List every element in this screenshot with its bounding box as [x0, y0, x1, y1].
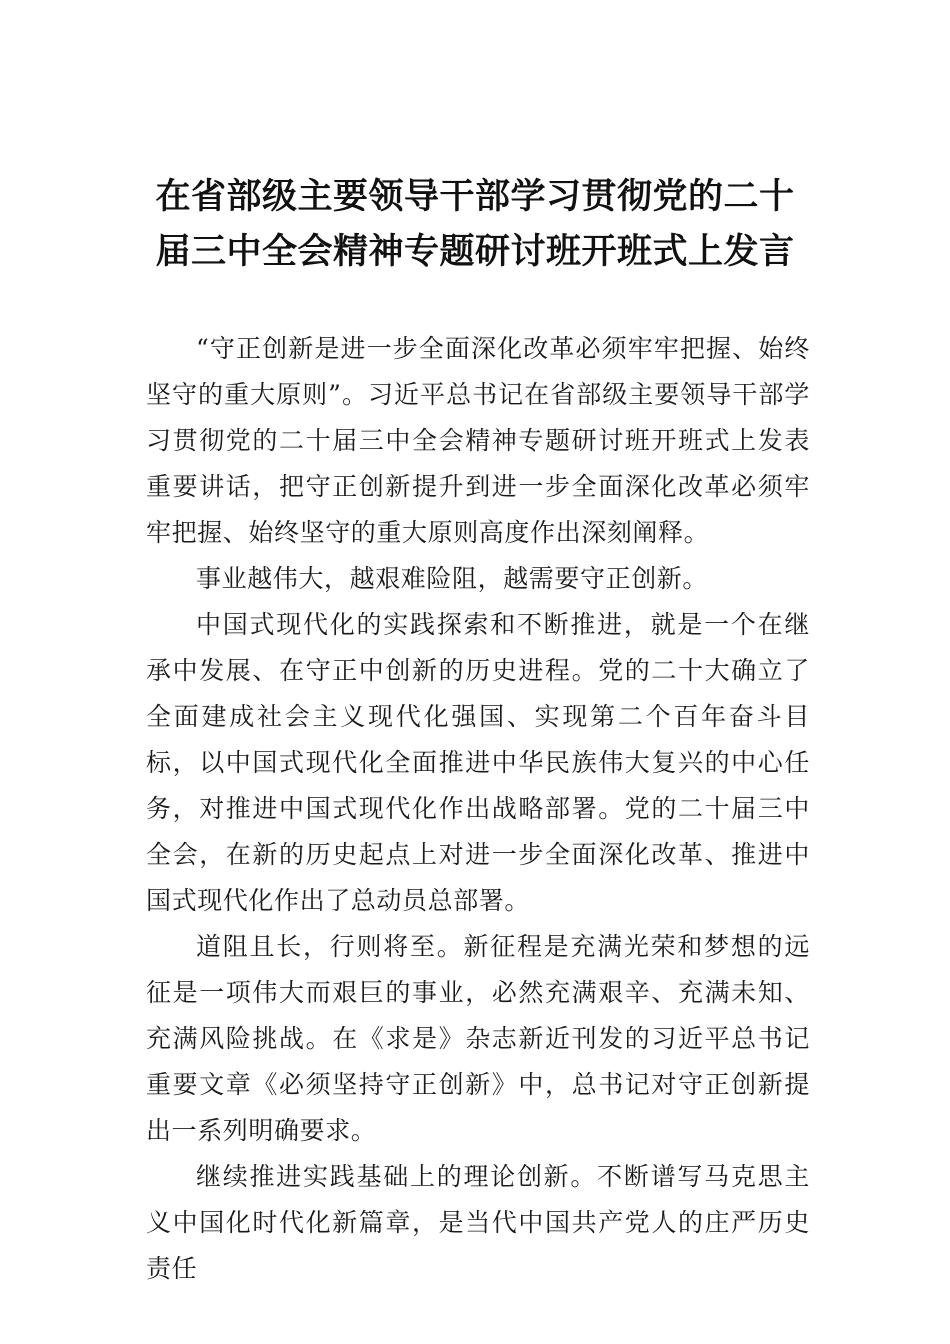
- paragraph-5: 继续推进实践基础上的理论创新。不断谱写马克思主义中国化时代化新篇章，是当代中国共产党人的庄严历史责任: [146, 1162, 810, 1283]
- paragraph-1: “守正创新是进一步全面深化改革必须牢牢把握、始终坚守的重大原则”。习近平总书记在省部级主要领导干部学习贯彻党的二十届三中全会精神专题研讨班开班式上发表重要讲话，把守正创新提升到进一步全面深化改革必须牢牢把握、始终坚守的重大原则高度作出深刻阐释。: [146, 334, 810, 547]
- paragraph-2: 事业越伟大，越艰难险阻，越需要守正创新。: [196, 564, 709, 593]
- paragraph-4: 道阻且长，行则将至。新征程是充满光荣和梦想的远征是一项伟大而艰巨的事业，必然充满艰辛、充满未知、充满风险挑战。在《求是》杂志新近刊发的习近平总书记重要文章《必须坚持守正创新》中，总书记对守正创新提出一系列明确要求。: [146, 932, 810, 1145]
- title-line-1: 在省部级主要领导干部学习贯彻党的二十: [155, 177, 795, 217]
- document-body: [146, 326, 810, 1292]
- title-line-2: 届三中全会精神专题研讨班开班式上发言: [155, 232, 795, 272]
- document-title: [130, 170, 820, 280]
- paragraph-3: 中国式现代化的实践探索和不断推进，就是一个在继承中发展、在守正中创新的历史进程。党的二十大确立了全面建成社会主义现代化强国、实现第二个百年奋斗目标，以中国式现代化全面推进中华民族伟大复兴的中心任务，对推进中国式现代化作出战略部署。党的二十届三中全会，在新的历史起点上对进一步全面深化改革、推进中国式现代化作出了总动员总部署。: [146, 610, 810, 915]
